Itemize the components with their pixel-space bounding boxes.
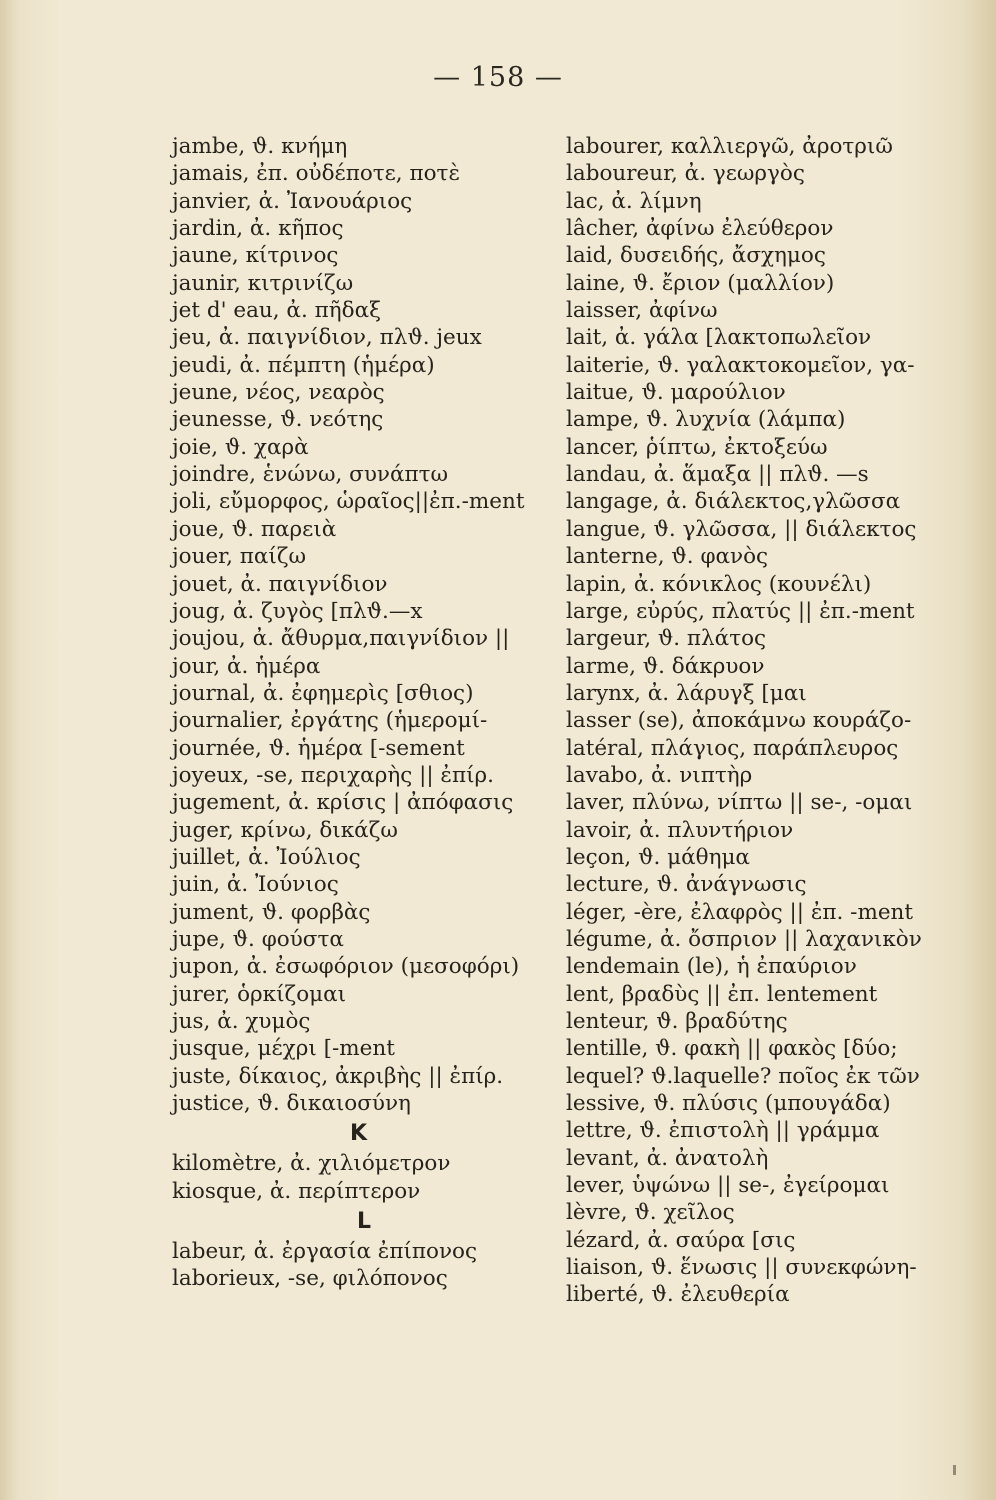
dictionary-entry: lèvre, ϑ. χεῖλος (566, 1200, 735, 1226)
dictionary-entry: jus, ἀ. χυμὸς (172, 1009, 311, 1034)
dictionary-entry: latéral, πλάγιος, παράπλευρος (566, 735, 899, 761)
dictionary-entry: kiosque, ἀ. περίπτερον (172, 1178, 421, 1204)
dictionary-entry: lessive, ϑ. πλύσις (μπουγάδα) (566, 1091, 891, 1117)
dictionary-entry: jaunir, κιτρινίζω (172, 270, 354, 296)
dictionary-entry: juger, κρίνω, δικάζω (172, 817, 398, 843)
dictionary-entry: jamais, ἐπ. οὐδέποτε, ποτὲ (172, 161, 460, 187)
dictionary-entry: jambe, ϑ. κνήμη (172, 134, 348, 159)
dictionary-entry: laitue, ϑ. μαρούλιον (566, 380, 786, 406)
dictionary-entry: lequel? ϑ.laquelle? ποῖος ἐκ τῶν (566, 1063, 920, 1089)
dictionary-entry: laisser, ἀφίνω (566, 298, 718, 324)
left-column (172, 133, 572, 1293)
right-column (566, 133, 976, 1309)
dictionary-entry: larynx, ἀ. λάρυγξ [μαι (566, 680, 807, 706)
dictionary-entry: lendemain (le), ἡ ἐπαύριον (566, 954, 857, 980)
dictionary-entry: larme, ϑ. δάκρυον (566, 653, 765, 679)
dictionary-entry: laver, πλύνω, νίπτω || se-, -ομαι (566, 790, 913, 816)
dictionary-entry: journalier, ἐργάτης (ἡμερομί- (172, 708, 488, 734)
dictionary-entry: jugement, ἀ. κρίσις | ἀπόφασις (172, 790, 514, 816)
dictionary-entry: lanterne, ϑ. φανὸς (566, 544, 769, 570)
dictionary-entry: jeudi, ἀ. πέμπτη (ἡμέρα) (172, 352, 435, 378)
dictionary-entry: légume, ἀ. ὄσπριον || λαχανικὸν (566, 926, 922, 952)
dictionary-entry: lecture, ϑ. ἀνάγνωσις (566, 872, 807, 898)
dictionary-entry: largeur, ϑ. πλάτος (566, 626, 767, 652)
dictionary-entry: jardin, ἀ. κῆπος (172, 216, 344, 242)
dictionary-entry: lavoir, ἀ. πλυντήριον (566, 817, 794, 843)
dictionary-entry: labourer, καλλιεργῶ, ἀροτριῶ (566, 134, 893, 159)
dictionary-entry: laborieux, -se, φιλόπονος (172, 1266, 448, 1292)
dictionary-entry: lâcher, ἀφίνω ἐλεύθερον (566, 216, 834, 242)
dictionary-entry: joug, ἀ. ζυγὸς [πλϑ.—x (172, 598, 423, 624)
dictionary-entry: jurer, ὁρκίζομαι (172, 981, 347, 1007)
dictionary-entry: journal, ἀ. ἐφημερὶς [σθιος) (172, 680, 474, 706)
dictionary-entry: jupon, ἀ. ἐσωφόριον (μεσοφόρι) (172, 954, 520, 980)
dictionary-entry: jouet, ἀ. παιγνίδιον (172, 571, 388, 597)
dictionary-entry: jouer, παίζω (172, 544, 307, 570)
dictionary-entry: jusque, μέχρι [-ment (172, 1036, 395, 1062)
dictionary-entry: léger, -ère, ἐλαφρὸς || ἐπ. -ment (566, 899, 914, 925)
dictionary-entry: leçon, ϑ. μάθημα (566, 844, 750, 870)
dictionary-entry: lenteur, ϑ. βραδύτης (566, 1009, 788, 1034)
dictionary-entry: kilomètre, ἀ. χιλιόμετρον (172, 1151, 451, 1177)
dictionary-entry: liberté, ϑ. ἐλευθερία (566, 1282, 790, 1308)
dictionary-entry: jument, ϑ. φορβὰς (172, 899, 371, 925)
dictionary-entry: jeune, νέος, νεαρὸς (172, 380, 385, 406)
dictionary-entry: joli, εὔμορφος, ὡραῖος||ἐπ.-ment (172, 489, 525, 515)
dictionary-entry: lampe, ϑ. λυχνία (λάμπα) (566, 407, 846, 433)
dictionary-entry: levant, ἀ. ἀνατολὴ (566, 1145, 769, 1171)
margin-mark (953, 1465, 956, 1475)
dictionary-entry: lettre, ϑ. ἐπιστολὴ || γράμμα (566, 1118, 880, 1144)
dictionary-entry: journée, ϑ. ἡμέρα [-sement (172, 735, 465, 761)
dictionary-entry: lavabo, ἀ. νιπτὴρ (566, 762, 753, 788)
section-letter-k: K (350, 1121, 368, 1147)
dictionary-entry: joyeux, -se, περιχαρὴς || ἐπίρ. (172, 762, 494, 788)
dictionary-entry: lentille, ϑ. φακὴ || φακὸς [δύο; (566, 1036, 898, 1062)
dictionary-entry: jaune, κίτρινος (172, 243, 339, 269)
dictionary-entry: jet d' eau, ἀ. πῆδαξ (172, 298, 381, 324)
dictionary-entry: lapin, ἀ. κόνικλος (κουνέλι) (566, 571, 872, 597)
dictionary-entry: juste, δίκαιος, ἀκριβὴς || ἐπίρ. (172, 1063, 504, 1089)
dictionary-entry: jeunesse, ϑ. νεότης (172, 407, 384, 433)
dictionary-entry: joue, ϑ. παρειὰ (172, 516, 337, 542)
dictionary-entry: jupe, ϑ. φούστα (172, 926, 344, 952)
dictionary-entry: laine, ϑ. ἔριον (μαλλίον) (566, 270, 835, 296)
dictionary-entry: lent, βραδὺς || ἐπ. lentement (566, 981, 878, 1007)
dictionary-entry: lever, ὑψώνω || se-, ἐγείρομαι (566, 1173, 890, 1199)
dictionary-entry: joujou, ἀ. ἄθυρμα,παιγνίδιον || (172, 626, 510, 652)
dictionary-entry: jeu, ἀ. παιγνίδιον, πλϑ. jeux (172, 325, 482, 351)
dictionary-entry: landau, ἀ. ἅμαξα || πλϑ. —s (566, 462, 869, 488)
dictionary-entry: lancer, ῥίπτω, ἐκτοξεύω (566, 434, 828, 460)
dictionary-entry: jour, ἀ. ἡμέρα (172, 653, 321, 679)
dictionary-entry: justice, ϑ. δικαιοσύνη (172, 1091, 411, 1117)
dictionary-entry: juin, ἀ. Ἰούνιος (172, 872, 339, 898)
dictionary-entry: laid, δυσειδής, ἄσχημος (566, 243, 826, 269)
dictionary-entry: lac, ἀ. λίμνη (566, 188, 702, 214)
dictionary-entry: laiterie, ϑ. γαλακτοκομεῖον, γα- (566, 352, 915, 378)
dictionary-entry: lasser (se), ἀποκάμνω κουράζο- (566, 708, 912, 734)
section-letter-l: L (357, 1209, 372, 1235)
dictionary-entry: juillet, ἀ. Ἰούλιος (172, 844, 361, 870)
dictionary-entry: lait, ἀ. γάλα [λακτοπωλεῖον (566, 325, 872, 351)
dictionary-entry: liaison, ϑ. ἕνωσις || συνεκφώνη- (566, 1255, 917, 1281)
dictionary-entry: lézard, ἀ. σαύρα [σις (566, 1227, 796, 1253)
dictionary-entry: labeur, ἀ. ἐργασία ἐπίπονος (172, 1239, 478, 1265)
dictionary-entry: janvier, ἀ. Ἰανουάριος (172, 188, 413, 214)
dictionary-entry: laboureur, ἀ. γεωργὸς (566, 161, 805, 187)
page-number: — 158 — (433, 62, 563, 93)
dictionary-entry: langue, ϑ. γλῶσσα, || διάλεκτος (566, 516, 917, 542)
dictionary-entry: large, εὐρύς, πλατύς || ἐπ.-ment (566, 598, 915, 624)
dictionary-entry: joindre, ἑνώνω, συνάπτω (172, 462, 449, 488)
dictionary-entry: joie, ϑ. χαρὰ (172, 434, 309, 460)
dictionary-entry: langage, ἀ. διάλεκτος,γλῶσσα (566, 489, 901, 515)
